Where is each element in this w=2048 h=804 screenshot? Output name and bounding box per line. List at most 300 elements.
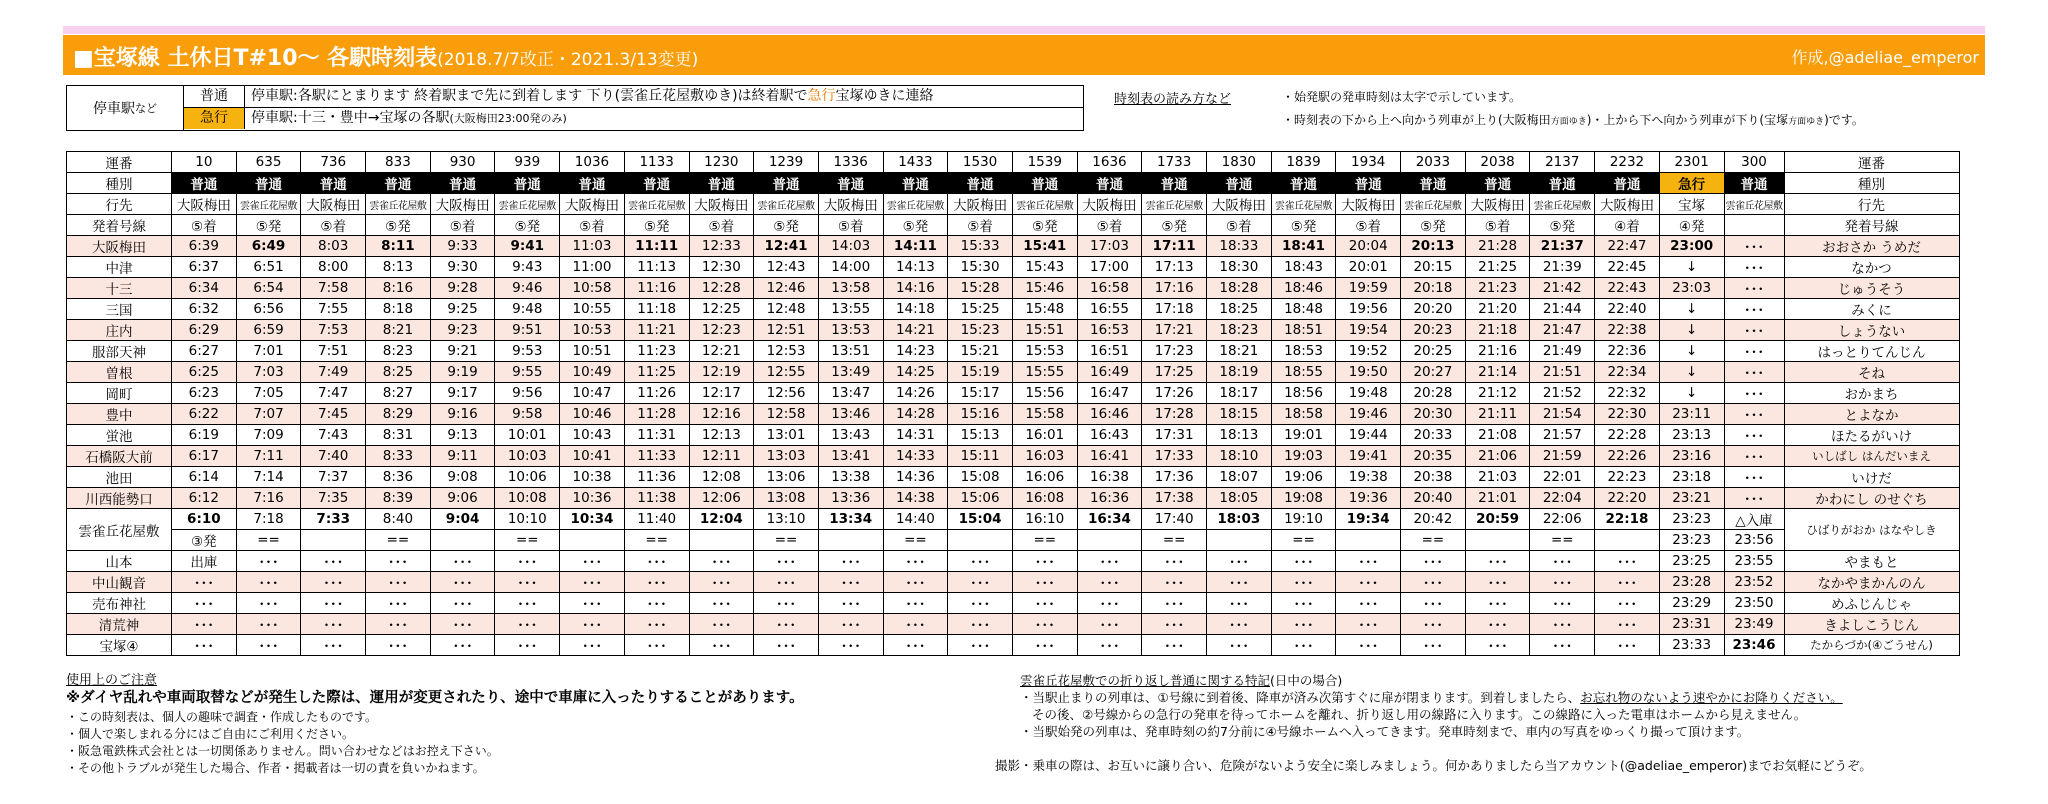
row-label: 行先 [1784, 194, 1959, 215]
time-cell: 16:06 [1012, 467, 1077, 488]
time-cell: 11:03 [560, 236, 625, 257]
time-cell: 18:19 [1207, 362, 1272, 383]
usage-cautions [66, 672, 804, 777]
time-cell: ･･･ [1724, 467, 1784, 488]
time-cell: 11:11 [624, 236, 689, 257]
header-cell: 大阪梅田 [430, 194, 495, 215]
time-cell: 22:28 [1595, 425, 1660, 446]
time-cell: ･･･ [1012, 551, 1077, 572]
time-cell: ･･･ [1401, 572, 1466, 593]
time-cell: 16:58 [1077, 278, 1142, 299]
time-cell: 22:23 [1595, 467, 1660, 488]
time-cell: 20:35 [1401, 446, 1466, 467]
time-cell: 6:37 [172, 257, 237, 278]
time-cell: 15:28 [948, 278, 1013, 299]
timetable [66, 151, 1960, 656]
time-cell: 17:23 [1142, 341, 1207, 362]
time-cell: 13:58 [818, 278, 883, 299]
station-row [67, 446, 1960, 467]
time-cell: 23:16 [1659, 446, 1724, 467]
time-cell: ･･･ [1724, 383, 1784, 404]
header-cell: ⑤発 [1142, 215, 1207, 236]
time-cell: 23:25 [1659, 551, 1724, 572]
time-cell: 18:51 [1271, 320, 1336, 341]
header-cell: 雲雀丘花屋敷 [236, 194, 301, 215]
header-cell: 大阪梅田 [1465, 194, 1530, 215]
header-cell: 大阪梅田 [818, 194, 883, 215]
time-cell: 23:55 [1724, 551, 1784, 572]
time-cell: ･･･ [1465, 551, 1530, 572]
time-cell [1336, 530, 1401, 551]
time-cell: ･･･ [883, 551, 948, 572]
station-name: 売布神社 [67, 593, 172, 614]
header-cell: 普通 [1012, 173, 1077, 194]
time-cell: 12:33 [689, 236, 754, 257]
time-cell: == [1401, 530, 1466, 551]
time-cell: ･･･ [1530, 572, 1595, 593]
time-cell: 20:18 [1401, 278, 1466, 299]
time-cell: ･･･ [1595, 572, 1660, 593]
time-cell: 7:11 [236, 446, 301, 467]
header-cell: 大阪梅田 [560, 194, 625, 215]
time-cell: 20:04 [1336, 236, 1401, 257]
time-cell: ･･･ [1401, 635, 1466, 656]
station-name: 雲雀丘花屋敷 [67, 509, 172, 551]
time-cell: 7:14 [236, 467, 301, 488]
time-cell: 17:18 [1142, 299, 1207, 320]
time-cell: 21:54 [1530, 404, 1595, 425]
header-cell: 1239 [754, 152, 819, 173]
header-cell: 1539 [1012, 152, 1077, 173]
header-cell: 1336 [818, 152, 883, 173]
header-cell: 1433 [883, 152, 948, 173]
time-cell: 23:23 [1659, 530, 1724, 551]
time-cell: 9:55 [495, 362, 560, 383]
time-cell: ･･･ [1207, 593, 1272, 614]
header-cell: ⑤発 [1271, 215, 1336, 236]
header-cell: 大阪梅田 [1077, 194, 1142, 215]
time-cell: 21:42 [1530, 278, 1595, 299]
header-cell: 大阪梅田 [301, 194, 366, 215]
time-cell: ･･･ [1207, 635, 1272, 656]
time-cell: 18:05 [1207, 488, 1272, 509]
time-cell: 10:10 [495, 509, 560, 530]
time-cell: 8:18 [366, 299, 431, 320]
time-cell: 9:56 [495, 383, 560, 404]
time-cell: 20:42 [1401, 509, 1466, 530]
time-cell: ･･･ [818, 551, 883, 572]
time-cell: 10:36 [560, 488, 625, 509]
time-cell: 20:30 [1401, 404, 1466, 425]
time-cell: 6:27 [172, 341, 237, 362]
time-cell: 8:25 [366, 362, 431, 383]
time-cell: ･･･ [495, 593, 560, 614]
time-cell: 14:26 [883, 383, 948, 404]
time-cell: 14:40 [883, 509, 948, 530]
time-cell: 7:53 [301, 320, 366, 341]
time-cell: 14:13 [883, 257, 948, 278]
time-cell: ･･･ [624, 572, 689, 593]
time-cell: 21:47 [1530, 320, 1595, 341]
time-cell: 22:32 [1595, 383, 1660, 404]
time-cell: ･･･ [366, 614, 431, 635]
time-cell: 14:11 [883, 236, 948, 257]
time-cell: 17:28 [1142, 404, 1207, 425]
header-cell: 普通 [560, 173, 625, 194]
time-cell: ･･･ [883, 572, 948, 593]
time-cell: 10:51 [560, 341, 625, 362]
time-cell: 21:06 [1465, 446, 1530, 467]
time-cell: ･･･ [818, 635, 883, 656]
howto-link[interactable]: 時刻表の読み方など [1114, 92, 1232, 107]
time-cell: 8:11 [366, 236, 431, 257]
time-cell: 15:46 [1012, 278, 1077, 299]
time-cell: 9:16 [430, 404, 495, 425]
time-cell: 19:38 [1336, 467, 1401, 488]
time-cell: ･･･ [818, 572, 883, 593]
time-cell: ･･･ [1401, 614, 1466, 635]
time-cell: ･･･ [301, 551, 366, 572]
time-cell: ･･･ [689, 572, 754, 593]
time-cell: == [1142, 530, 1207, 551]
time-cell: 19:50 [1336, 362, 1401, 383]
time-cell: 11:28 [624, 404, 689, 425]
time-cell: 10:08 [495, 488, 560, 509]
time-cell: ･･･ [1336, 551, 1401, 572]
time-cell: 10:34 [560, 509, 625, 530]
time-cell: ･･･ [1724, 236, 1784, 257]
time-cell: 12:48 [754, 299, 819, 320]
time-cell: ･･･ [430, 551, 495, 572]
time-cell: ･･･ [1465, 635, 1530, 656]
station-yomi: たからづか(④ごうせん) [1784, 635, 1959, 656]
time-cell: 16:47 [1077, 383, 1142, 404]
time-cell: ･･･ [430, 572, 495, 593]
header-cell: 普通 [883, 173, 948, 194]
time-cell: 15:41 [1012, 236, 1077, 257]
header-cell: ⑤発 [1530, 215, 1595, 236]
time-cell: 18:10 [1207, 446, 1272, 467]
header-cell: ⑤着 [818, 215, 883, 236]
time-cell: ･･･ [624, 593, 689, 614]
time-cell: 16:03 [1012, 446, 1077, 467]
top-accent-bar [63, 26, 1985, 34]
time-cell: ↓ [1659, 320, 1724, 341]
time-cell: 23:00 [1659, 236, 1724, 257]
header-cell: 普通 [430, 173, 495, 194]
time-cell: 20:38 [1401, 467, 1466, 488]
header-cell: 普通 [1595, 173, 1660, 194]
header-cell: ⑤発 [366, 215, 431, 236]
time-cell: ③発 [172, 530, 237, 551]
time-cell: ･･･ [172, 614, 237, 635]
time-cell: 11:33 [624, 446, 689, 467]
time-cell: 13:41 [818, 446, 883, 467]
station-yomi: とよなか [1784, 404, 1959, 425]
header-cell: 普通 [1077, 173, 1142, 194]
time-cell: 23:13 [1659, 425, 1724, 446]
time-cell: 15:08 [948, 467, 1013, 488]
station-yomi: なかやまかんのん [1784, 572, 1959, 593]
time-cell: == [1012, 530, 1077, 551]
time-cell [948, 530, 1013, 551]
time-cell: 13:47 [818, 383, 883, 404]
time-cell: ･･･ [754, 572, 819, 593]
timetable-header-row [67, 194, 1960, 215]
time-cell: ･･･ [1012, 635, 1077, 656]
time-cell: 20:13 [1401, 236, 1466, 257]
station-row [67, 236, 1960, 257]
station-name: 曽根 [67, 362, 172, 383]
time-cell: 12:53 [754, 341, 819, 362]
time-cell: 15:06 [948, 488, 1013, 509]
time-cell: 18:58 [1271, 404, 1336, 425]
time-cell: ･･･ [624, 551, 689, 572]
time-cell: 13:08 [754, 488, 819, 509]
caution-item: ・この時刻表は、個人の趣味で調査・作成したものです。 [66, 710, 378, 724]
time-cell: ･･･ [366, 593, 431, 614]
time-cell: 22:34 [1595, 362, 1660, 383]
time-cell: 18:43 [1271, 257, 1336, 278]
time-cell: 10:55 [560, 299, 625, 320]
cautions-heading: 使用上のご注意 [66, 673, 158, 688]
time-cell: 16:38 [1077, 467, 1142, 488]
station-name: 石橋阪大前 [67, 446, 172, 467]
time-cell: 7:51 [301, 341, 366, 362]
time-cell: 13:49 [818, 362, 883, 383]
caution-item: ・個人で楽しまれる分にはご自由にご利用ください。 [66, 727, 355, 741]
time-cell: 17:26 [1142, 383, 1207, 404]
header-cell: 1133 [624, 152, 689, 173]
time-cell: ･･･ [1465, 614, 1530, 635]
time-cell: 19:46 [1336, 404, 1401, 425]
time-cell: 13:46 [818, 404, 883, 425]
turnback-heading: 雲雀丘花屋敷での折り返し普通に関する特記(日中の場合) [1020, 673, 1343, 688]
time-cell: 15:43 [1012, 257, 1077, 278]
time-cell: ･･･ [1401, 593, 1466, 614]
time-cell: ･･･ [366, 635, 431, 656]
header-cell [1724, 215, 1784, 236]
time-cell: 15:55 [1012, 362, 1077, 383]
time-cell: 18:56 [1271, 383, 1336, 404]
station-yomi: そね [1784, 362, 1959, 383]
time-cell: 7:40 [301, 446, 366, 467]
station-name: 宝塚④ [67, 635, 172, 656]
header-cell: 普通 [1465, 173, 1530, 194]
time-cell: 21:18 [1465, 320, 1530, 341]
row-label: 運番 [67, 152, 172, 173]
time-cell: 15:16 [948, 404, 1013, 425]
time-cell: 15:30 [948, 257, 1013, 278]
header-cell: 930 [430, 152, 495, 173]
header-cell: 2033 [1401, 152, 1466, 173]
header-cell: 普通 [1530, 173, 1595, 194]
time-cell: 22:40 [1595, 299, 1660, 320]
time-cell: ･･･ [1271, 635, 1336, 656]
time-cell: 6:34 [172, 278, 237, 299]
time-cell: 8:00 [301, 257, 366, 278]
time-cell: 16:49 [1077, 362, 1142, 383]
time-cell: 9:25 [430, 299, 495, 320]
time-cell: ･･･ [236, 593, 301, 614]
time-cell: 6:51 [236, 257, 301, 278]
time-cell: 7:47 [301, 383, 366, 404]
time-cell: ･･･ [1595, 614, 1660, 635]
time-cell: 19:34 [1336, 509, 1401, 530]
time-cell: ･･･ [560, 593, 625, 614]
station-yomi: みくに [1784, 299, 1959, 320]
station-row [67, 404, 1960, 425]
time-cell: 22:01 [1530, 467, 1595, 488]
time-cell: 17:40 [1142, 509, 1207, 530]
time-cell: 8:31 [366, 425, 431, 446]
header-cell: 雲雀丘花屋敷 [883, 194, 948, 215]
time-cell: 18:25 [1207, 299, 1272, 320]
time-cell: 6:12 [172, 488, 237, 509]
time-cell: 9:43 [495, 257, 560, 278]
time-cell: 18:13 [1207, 425, 1272, 446]
time-cell: 7:05 [236, 383, 301, 404]
header-cell: ⑤発 [236, 215, 301, 236]
cautions-warning: ※ダイヤ乱れや車両取替などが発生した際は、運用が変更されたり、途中で車庫に入ったりすることがあります。 [66, 690, 804, 706]
time-cell: ･･･ [754, 614, 819, 635]
time-cell: 14:36 [883, 467, 948, 488]
time-cell: 9:21 [430, 341, 495, 362]
time-cell: 14:18 [883, 299, 948, 320]
time-cell: 13:36 [818, 488, 883, 509]
time-cell: 18:33 [1207, 236, 1272, 257]
time-cell [818, 530, 883, 551]
time-cell: ･･･ [366, 572, 431, 593]
time-cell: 16:41 [1077, 446, 1142, 467]
time-cell: 22:30 [1595, 404, 1660, 425]
time-cell: == [495, 530, 560, 551]
header-cell: 急行 [1659, 173, 1724, 194]
time-cell: ･･･ [1271, 593, 1336, 614]
header-cell: ⑤発 [883, 215, 948, 236]
time-cell: 16:36 [1077, 488, 1142, 509]
time-cell: 20:40 [1401, 488, 1466, 509]
time-cell: ･･･ [1336, 635, 1401, 656]
time-cell: 13:38 [818, 467, 883, 488]
time-cell: ･･･ [754, 635, 819, 656]
time-cell: 15:11 [948, 446, 1013, 467]
legend-desc-local: 停車駅:各駅にとまります 終着駅まで先に到着します 下り(雲雀丘花屋敷ゆき)は終着駅で急行宝塚ゆきに連絡 [251, 88, 934, 104]
time-cell: ･･･ [560, 614, 625, 635]
time-cell: ↓ [1659, 341, 1724, 362]
time-cell: 7:18 [236, 509, 301, 530]
time-cell: 15:19 [948, 362, 1013, 383]
time-cell: 19:59 [1336, 278, 1401, 299]
time-cell: ･･･ [1142, 593, 1207, 614]
time-cell: 23:18 [1659, 467, 1724, 488]
header-cell: 普通 [301, 173, 366, 194]
header-cell: 10 [172, 152, 237, 173]
time-cell: 11:36 [624, 467, 689, 488]
time-cell: 10:47 [560, 383, 625, 404]
time-cell: ･･･ [1595, 593, 1660, 614]
time-cell: ･･･ [1724, 320, 1784, 341]
header-cell: 大阪梅田 [1336, 194, 1401, 215]
time-cell: 23:03 [1659, 278, 1724, 299]
time-cell: ･･･ [301, 572, 366, 593]
station-name: 岡町 [67, 383, 172, 404]
time-cell: 18:21 [1207, 341, 1272, 362]
station-row [67, 635, 1960, 656]
header-cell: 大阪梅田 [1595, 194, 1660, 215]
time-cell: == [1271, 530, 1336, 551]
time-cell: 15:51 [1012, 320, 1077, 341]
time-cell: 19:48 [1336, 383, 1401, 404]
turnback-line1: ・当駅止まりの列車は、①号線に到着後、降車が済み次第すぐに扉が閉まります。到着しましたら、お忘れ物のないよう速やかにお降りください。 [1020, 690, 1843, 705]
time-cell: 13:53 [818, 320, 883, 341]
time-cell: 12:51 [754, 320, 819, 341]
station-yomi: かわにし のせぐち [1784, 488, 1959, 509]
time-cell [689, 530, 754, 551]
time-cell: ･･･ [236, 635, 301, 656]
time-cell: ･･･ [818, 614, 883, 635]
page-title: ■宝塚線 土休日T#10～ 各駅時刻表(2018.7/7改正・2021.3/13変更) [73, 46, 699, 71]
time-cell: ･･･ [430, 614, 495, 635]
time-cell: 16:43 [1077, 425, 1142, 446]
time-cell: 18:48 [1271, 299, 1336, 320]
station-name: 庄内 [67, 320, 172, 341]
header-cell: 1636 [1077, 152, 1142, 173]
header-cell: 普通 [624, 173, 689, 194]
time-cell: 10:41 [560, 446, 625, 467]
header-cell: 宝塚 [1659, 194, 1724, 215]
header-cell: 普通 [948, 173, 1013, 194]
time-cell: 18:03 [1207, 509, 1272, 530]
time-cell: 14:33 [883, 446, 948, 467]
time-cell: 21:20 [1465, 299, 1530, 320]
time-cell: 6:17 [172, 446, 237, 467]
time-cell: ･･･ [689, 593, 754, 614]
time-cell: 19:44 [1336, 425, 1401, 446]
time-cell: 17:16 [1142, 278, 1207, 299]
row-label: 発着号線 [67, 215, 172, 236]
header-cell: 普通 [1142, 173, 1207, 194]
time-cell: ･･･ [1724, 446, 1784, 467]
time-cell: ･･･ [1077, 551, 1142, 572]
time-cell: 19:52 [1336, 341, 1401, 362]
time-cell: 16:10 [1012, 509, 1077, 530]
time-cell: 18:17 [1207, 383, 1272, 404]
time-cell: 14:00 [818, 257, 883, 278]
time-cell: 13:43 [818, 425, 883, 446]
legend-type-express: 急行 [184, 108, 245, 129]
time-cell: 10:53 [560, 320, 625, 341]
station-row [67, 614, 1960, 635]
time-cell: 17:31 [1142, 425, 1207, 446]
time-cell: 17:00 [1077, 257, 1142, 278]
time-cell: 19:41 [1336, 446, 1401, 467]
time-cell: ↓ [1659, 362, 1724, 383]
time-cell: 12:13 [689, 425, 754, 446]
time-cell: 9:30 [430, 257, 495, 278]
time-cell: 23:11 [1659, 404, 1724, 425]
time-cell: 12:43 [754, 257, 819, 278]
time-cell [301, 530, 366, 551]
time-cell: 11:18 [624, 299, 689, 320]
time-cell: ･･･ [1724, 299, 1784, 320]
time-cell: 19:08 [1271, 488, 1336, 509]
time-cell: ･･･ [754, 593, 819, 614]
time-cell: 15:53 [1012, 341, 1077, 362]
station-yomi: きよしこうじん [1784, 614, 1959, 635]
time-cell: ･･･ [948, 614, 1013, 635]
time-cell: ･･･ [689, 551, 754, 572]
